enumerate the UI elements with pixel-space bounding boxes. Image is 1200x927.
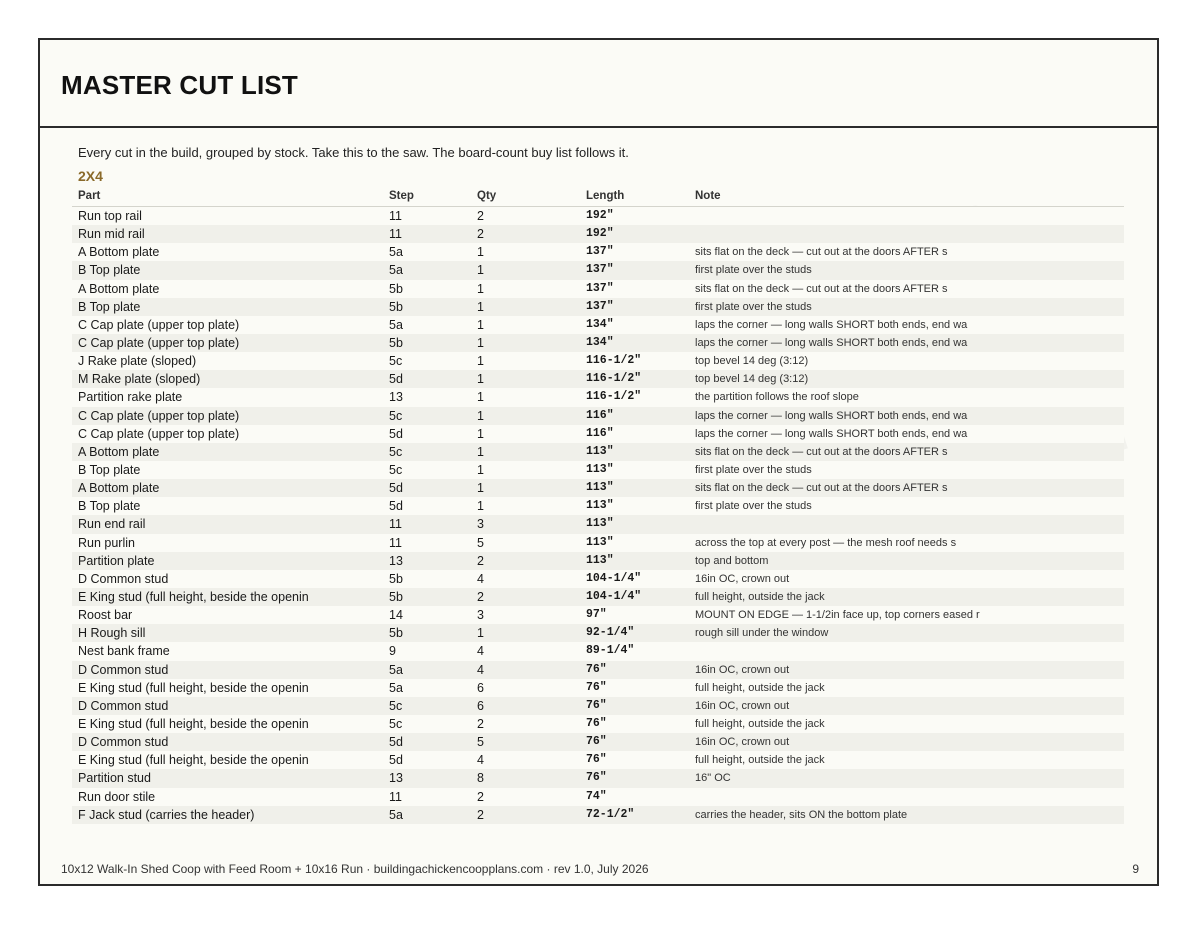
cell-note: first plate over the studs	[695, 264, 812, 277]
table-row	[72, 570, 1124, 588]
cell-note: laps the corner — long walls SHORT both ends, end wa	[695, 318, 968, 331]
cell-part: Run end rail	[78, 517, 146, 532]
table-row	[72, 352, 1124, 370]
table-row	[72, 788, 1124, 806]
cell-step: 5c	[389, 717, 403, 731]
cell-step: 5a	[389, 680, 403, 695]
cell-part: Run top rail	[78, 209, 142, 224]
cell-note: full height, outside the jack	[695, 681, 825, 694]
cut-list-table	[72, 186, 1124, 824]
cell-length: 92-1/4"	[586, 626, 635, 640]
table-row	[72, 298, 1124, 316]
cell-part: C Cap plate (upper top plate)	[78, 317, 240, 332]
table-row	[72, 261, 1124, 279]
cell-qty: 1	[477, 281, 484, 296]
table-row	[72, 806, 1124, 824]
cell-qty: 6	[477, 680, 484, 695]
cell-qty: 1	[477, 444, 484, 459]
table-row	[72, 388, 1124, 406]
cell-part: C Cap plate (upper top plate)	[78, 408, 240, 423]
cell-step: 5b	[389, 336, 403, 351]
cell-part: E King stud (full height, beside the openin	[78, 590, 309, 605]
cell-part: E King stud (full height, beside the openin	[78, 680, 309, 695]
cell-note	[689, 642, 1124, 660]
column-header-qty: Qty	[471, 186, 580, 207]
cell-part: Partition stud	[78, 771, 151, 786]
cell-step: 13	[389, 390, 403, 405]
cell-step: 5c	[389, 698, 403, 713]
cell-length: 116-1/2"	[586, 354, 642, 368]
table-row	[72, 733, 1124, 751]
table-row	[72, 515, 1124, 533]
table-row	[72, 479, 1124, 497]
cell-length: 113"	[586, 535, 614, 549]
cell-qty: 1	[477, 426, 484, 441]
cell-length: 76"	[586, 698, 607, 712]
cell-length: 72-1/2"	[586, 807, 635, 821]
cell-qty: 3	[477, 517, 484, 532]
cell-part: Roost bar	[78, 608, 133, 623]
cell-step: 5c	[389, 408, 403, 423]
cell-step: 5d	[389, 481, 403, 496]
cell-note	[689, 788, 1124, 806]
page-footer: 10x12 Walk-In Shed Coop with Feed Room + 10x16 Run · buildingachickencoopplans.com · rev 1.0, July 2026	[61, 862, 649, 876]
cell-length: 104-1/4"	[586, 571, 642, 585]
cell-note: laps the corner — long walls SHORT both ends, end wa	[695, 337, 968, 350]
cell-length: 104-1/4"	[586, 590, 642, 604]
cell-note: 16in OC, crown out	[695, 699, 790, 712]
cell-note	[689, 225, 1124, 243]
cell-part: D Common stud	[78, 735, 169, 750]
cell-length: 113"	[586, 463, 614, 477]
cell-length: 76"	[586, 753, 607, 767]
table-row	[72, 461, 1124, 479]
table-header	[72, 186, 1124, 207]
table-row	[72, 497, 1124, 515]
cell-part: Run mid rail	[78, 227, 145, 242]
cell-step: 5c	[389, 463, 403, 478]
cell-step: 5a	[389, 245, 403, 260]
column-header-step: Step	[383, 186, 471, 207]
table-row	[72, 407, 1124, 425]
cell-step: 14	[389, 608, 403, 623]
cell-qty: 2	[477, 553, 484, 568]
table-row	[72, 642, 1124, 660]
table-row	[72, 207, 1124, 226]
cell-note: sits flat on the deck — cut out at the doors AFTER s	[695, 282, 948, 295]
cell-part: Partition plate	[78, 553, 155, 568]
cell-qty: 1	[477, 245, 484, 260]
cell-qty: 1	[477, 626, 484, 641]
cell-part: A Bottom plate	[78, 481, 160, 496]
cell-length: 116"	[586, 426, 614, 440]
table-row	[72, 316, 1124, 334]
document-page	[38, 38, 1159, 886]
cell-part: A Bottom plate	[78, 281, 160, 296]
cell-part: M Rake plate (sloped)	[78, 372, 201, 387]
cell-part: A Bottom plate	[78, 245, 160, 260]
cell-note: 16in OC, crown out	[695, 572, 790, 585]
cell-part: Run door stile	[78, 789, 156, 804]
cell-length: 113"	[586, 499, 614, 513]
cell-qty: 1	[477, 317, 484, 332]
cell-note: the partition follows the roof slope	[695, 391, 859, 404]
cell-qty: 4	[477, 662, 484, 677]
table-row	[72, 243, 1124, 261]
cell-part: B Top plate	[78, 499, 141, 514]
cell-part: D Common stud	[78, 662, 169, 677]
cell-length: 116"	[586, 408, 614, 422]
table-row	[72, 370, 1124, 388]
cell-qty: 1	[477, 481, 484, 496]
cell-note	[689, 515, 1124, 533]
table-row	[72, 443, 1124, 461]
cell-note: top and bottom	[695, 554, 769, 567]
table-row	[72, 280, 1124, 298]
cell-step: 5a	[389, 807, 403, 822]
stock-group-heading: 2X4	[78, 168, 103, 184]
cell-qty: 1	[477, 390, 484, 405]
cell-step: 5d	[389, 753, 403, 768]
cell-part: Run purlin	[78, 535, 135, 550]
cell-note: top bevel 14 deg (3:12)	[695, 355, 809, 368]
cell-step: 5d	[389, 426, 403, 441]
cell-qty: 6	[477, 698, 484, 713]
cell-step: 11	[389, 209, 402, 224]
cell-note: 16" OC	[695, 772, 731, 785]
cell-note: sits flat on the deck — cut out at the doors AFTER s	[695, 482, 948, 495]
cell-qty: 8	[477, 771, 484, 786]
cell-qty: 5	[477, 735, 484, 750]
cell-qty: 3	[477, 608, 484, 623]
cell-note: full height, outside the jack	[695, 591, 825, 604]
header-row	[72, 186, 1124, 207]
cell-note: laps the corner — long walls SHORT both ends, end wa	[695, 427, 968, 440]
cell-qty: 1	[477, 372, 484, 387]
cell-note: 16in OC, crown out	[695, 736, 790, 749]
cell-note: top bevel 14 deg (3:12)	[695, 373, 809, 386]
table-row	[72, 661, 1124, 679]
table-row	[72, 425, 1124, 443]
column-header-note: Note	[689, 186, 1124, 207]
table-row	[72, 606, 1124, 624]
cell-step: 5d	[389, 372, 403, 387]
cell-step: 5b	[389, 626, 403, 641]
cell-part: A Bottom plate	[78, 444, 160, 459]
cell-qty: 5	[477, 535, 484, 550]
table-row	[72, 715, 1124, 733]
cell-length: 113"	[586, 444, 614, 458]
cell-step: 13	[389, 553, 403, 568]
cell-note: first plate over the studs	[695, 300, 812, 313]
cell-length: 113"	[586, 553, 614, 567]
cell-length: 113"	[586, 481, 614, 495]
cell-step: 5b	[389, 299, 403, 314]
cell-part: C Cap plate (upper top plate)	[78, 426, 240, 441]
column-header-part: Part	[72, 186, 383, 207]
table-row	[72, 534, 1124, 552]
cell-length: 76"	[586, 717, 607, 730]
cell-note: first plate over the studs	[695, 500, 812, 513]
cell-note: 16in OC, crown out	[695, 663, 790, 676]
cell-part: Partition rake plate	[78, 390, 183, 405]
cell-step: 9	[389, 644, 396, 659]
table-row	[72, 697, 1124, 715]
cell-length: 137"	[586, 299, 614, 313]
table-row	[72, 588, 1124, 606]
cell-note: first plate over the studs	[695, 464, 812, 477]
cell-step: 5a	[389, 662, 403, 677]
cell-length: 137"	[586, 263, 614, 277]
cell-length: 134"	[586, 317, 614, 331]
cell-note: sits flat on the deck — cut out at the doors AFTER s	[695, 445, 948, 458]
cell-qty: 2	[477, 209, 484, 224]
cell-length: 134"	[586, 336, 614, 350]
cell-part: J Rake plate (sloped)	[78, 354, 197, 369]
cell-note	[689, 207, 1124, 226]
cell-note: full height, outside the jack	[695, 718, 825, 730]
cell-step: 13	[389, 771, 403, 786]
cell-note: across the top at every post — the mesh roof needs s	[695, 536, 957, 549]
table-row	[72, 334, 1124, 352]
cell-qty: 4	[477, 644, 484, 659]
cell-length: 137"	[586, 281, 614, 295]
cell-length: 76"	[586, 735, 607, 749]
cell-part: H Rough sill	[78, 626, 146, 641]
column-header-length: Length	[580, 186, 689, 207]
cell-step: 5c	[389, 354, 403, 369]
table-row	[72, 679, 1124, 697]
cell-qty: 1	[477, 354, 484, 369]
cell-part: D Common stud	[78, 698, 169, 713]
cell-note: carries the header, sits ON the bottom plate	[695, 808, 908, 821]
cell-length: 76"	[586, 771, 607, 785]
cell-note: laps the corner — long walls SHORT both ends, end wa	[695, 409, 968, 422]
cell-length: 76"	[586, 662, 607, 676]
intro-text: Every cut in the build, grouped by stock. Take this to the saw. The board-count buy list follows it.	[78, 145, 629, 160]
cell-length: 137"	[586, 245, 614, 259]
cell-step: 5c	[389, 444, 403, 459]
cell-note: sits flat on the deck — cut out at the doors AFTER s	[695, 246, 948, 259]
page-number: 9	[1132, 862, 1139, 876]
table-row	[72, 552, 1124, 570]
cell-qty: 1	[477, 463, 484, 478]
cell-step: 5a	[389, 317, 403, 332]
cell-qty: 2	[477, 717, 484, 731]
table-row	[72, 769, 1124, 787]
cell-qty: 2	[477, 807, 484, 822]
cell-qty: 1	[477, 299, 484, 314]
cell-qty: 1	[477, 499, 484, 514]
cell-qty: 1	[477, 408, 484, 423]
cell-qty: 2	[477, 590, 484, 605]
cell-part: B Top plate	[78, 299, 141, 314]
cell-length: 97"	[586, 608, 607, 622]
cell-part: C Cap plate (upper top plate)	[78, 336, 240, 351]
cell-step: 5d	[389, 499, 403, 514]
cell-length: 76"	[586, 680, 607, 694]
cell-length: 116-1/2"	[586, 390, 642, 404]
cell-note: MOUNT ON EDGE — 1-1/2in face up, top corners eased r	[695, 609, 980, 622]
cell-step: 5b	[389, 281, 403, 296]
cell-length: 192"	[586, 209, 614, 223]
cell-qty: 4	[477, 571, 484, 586]
cell-note: full height, outside the jack	[695, 754, 825, 767]
cell-part: B Top plate	[78, 463, 141, 478]
cell-qty: 2	[477, 789, 484, 804]
cell-qty: 1	[477, 336, 484, 351]
cell-part: D Common stud	[78, 571, 169, 586]
table-row	[72, 624, 1124, 642]
cell-part: Nest bank frame	[78, 644, 170, 659]
cell-qty: 4	[477, 753, 484, 768]
cell-step: 11	[389, 535, 402, 550]
cell-length: 89-1/4"	[586, 644, 635, 658]
cell-part: E King stud (full height, beside the openin	[78, 717, 309, 731]
cell-step: 5d	[389, 735, 403, 750]
cell-length: 74"	[586, 789, 607, 803]
page-title: MASTER CUT LIST	[61, 70, 298, 100]
table-row	[72, 751, 1124, 769]
page-header	[40, 40, 1157, 128]
cell-part: F Jack stud (carries the header)	[78, 807, 255, 822]
cell-step: 11	[389, 517, 402, 532]
table-row	[72, 225, 1124, 243]
cell-length: 116-1/2"	[586, 372, 642, 386]
cell-note: rough sill under the window	[695, 627, 829, 640]
cell-length: 192"	[586, 227, 614, 241]
cell-part: E King stud (full height, beside the openin	[78, 753, 309, 768]
cell-part: B Top plate	[78, 263, 141, 278]
cell-step: 11	[389, 227, 402, 242]
cell-step: 11	[389, 789, 402, 804]
cell-step: 5a	[389, 263, 403, 278]
cell-length: 113"	[586, 517, 614, 531]
cell-step: 5b	[389, 590, 403, 605]
table-body	[72, 207, 1124, 824]
cell-step: 5b	[389, 571, 403, 586]
cell-qty: 1	[477, 263, 484, 278]
cell-qty: 2	[477, 227, 484, 242]
